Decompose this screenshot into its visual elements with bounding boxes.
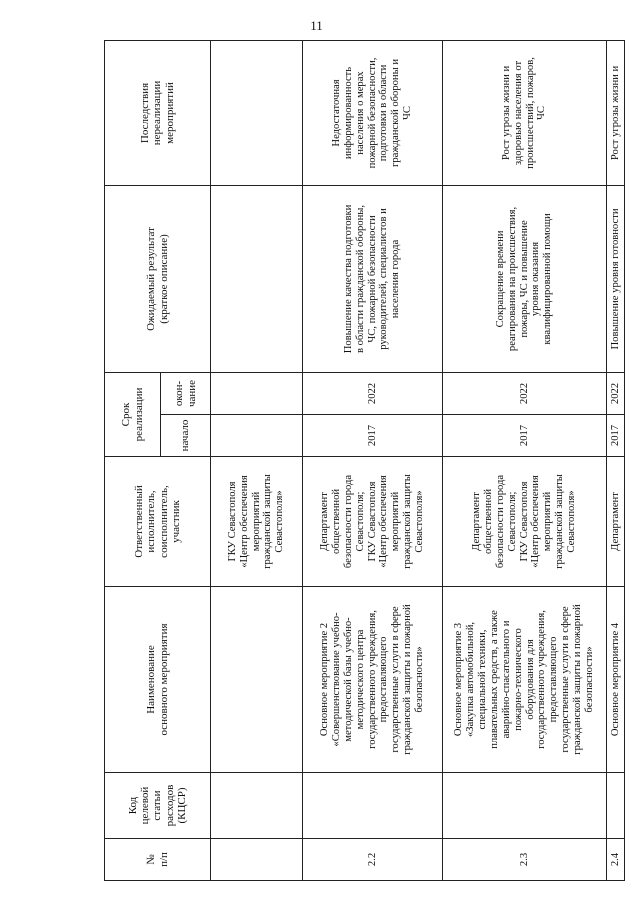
row-start: 2017 — [303, 415, 443, 457]
row-end: 2022 — [607, 372, 625, 414]
row-end: 2022 — [443, 372, 607, 414]
table-row — [303, 40, 443, 880]
table-row — [443, 40, 607, 880]
header-consequences: Последствия нереализации мероприятий — [105, 40, 211, 185]
header-responsible: Ответственный исполнитель, соисполнитель, участник — [105, 457, 211, 587]
row-num — [211, 839, 303, 881]
row-responsible: Департамент общественной безопасности города Севастополя; ГКУ Севастополя «Центр обеспечения мероприятий гражданской защиты Севастополя» — [443, 457, 607, 587]
row-kcsr — [607, 773, 625, 839]
header-kcsr: Код целевой статьи расходов (КЦСР) — [105, 773, 211, 839]
row-consequences: Рост угрозы жизни и — [607, 40, 625, 185]
row-name: Основное мероприятие 3 «Закупка автомобильной, специальной техники, плавательных средств, а также аварийно-спасательного и пожарно-технического оборудования для государственного учреждения, предоставляющего государственные услуги в сфере гражданской защиты и пожарной безопасности» — [443, 587, 607, 773]
table-row — [211, 40, 303, 880]
row-consequences — [211, 40, 303, 185]
header-start: начало — [161, 415, 211, 457]
table-row — [607, 40, 625, 880]
row-name — [211, 587, 303, 773]
row-start — [211, 415, 303, 457]
row-name: Основное мероприятие 4 — [607, 587, 625, 773]
header-name: Наименование основного мероприятия — [105, 587, 211, 773]
row-responsible: Департамент общественной безопасности города Севастополя; ГКУ Севастополя «Центр обеспечения мероприятий гражданской защиты Севастополя» — [303, 457, 443, 587]
page-number: 11 — [310, 18, 323, 33]
row-name: Основное мероприятие 2 «Совершенствование учебно- методической базы учебно- методического центра государственного учреждения, предоставляющего государственные услуги в сфере гражданской защиты и пожарной безопасности» — [303, 587, 443, 773]
header-end: окон- чание — [161, 372, 211, 414]
row-start: 2017 — [443, 415, 607, 457]
header-num: № п/п — [105, 839, 211, 881]
row-result: Повышение уровня готовности — [607, 185, 625, 372]
row-end: 2022 — [303, 372, 443, 414]
activities-table — [104, 40, 625, 881]
row-end — [211, 372, 303, 414]
row-kcsr — [211, 773, 303, 839]
row-kcsr — [443, 773, 607, 839]
header-row — [105, 40, 161, 880]
row-result: Повышение качества подготовки в области гражданской обороны, ЧС, пожарной безопасности руководителей, специалистов и населения города — [303, 185, 443, 372]
row-consequences: Недостаточная информированность населения о мерах пожарной безопасности, подготовки в области гражданской обороны и ЧС — [303, 40, 443, 185]
header-period: Срок реализации — [105, 372, 161, 456]
row-result — [211, 185, 303, 372]
row-num: 2.2 — [303, 839, 443, 881]
row-kcsr — [303, 773, 443, 839]
row-consequences: Рост угрозы жизни и здоровью населения от происшествий, пожаров, ЧС — [443, 40, 607, 185]
header-result: Ожидаемый результат (краткое описание) — [105, 185, 211, 372]
row-result: Сокращение времени реагирования на происшествия, пожары, ЧС и повышение уровня оказания квалифицированной помощи — [443, 185, 607, 372]
row-num: 2.3 — [443, 839, 607, 881]
row-responsible: Департамент — [607, 457, 625, 587]
row-num: 2.4 — [607, 839, 625, 881]
row-start: 2017 — [607, 415, 625, 457]
rotated-table-wrapper — [104, 41, 624, 881]
row-responsible: ГКУ Севастополя «Центр обеспечения мероприятий гражданской защиты Севастополя» — [211, 457, 303, 587]
